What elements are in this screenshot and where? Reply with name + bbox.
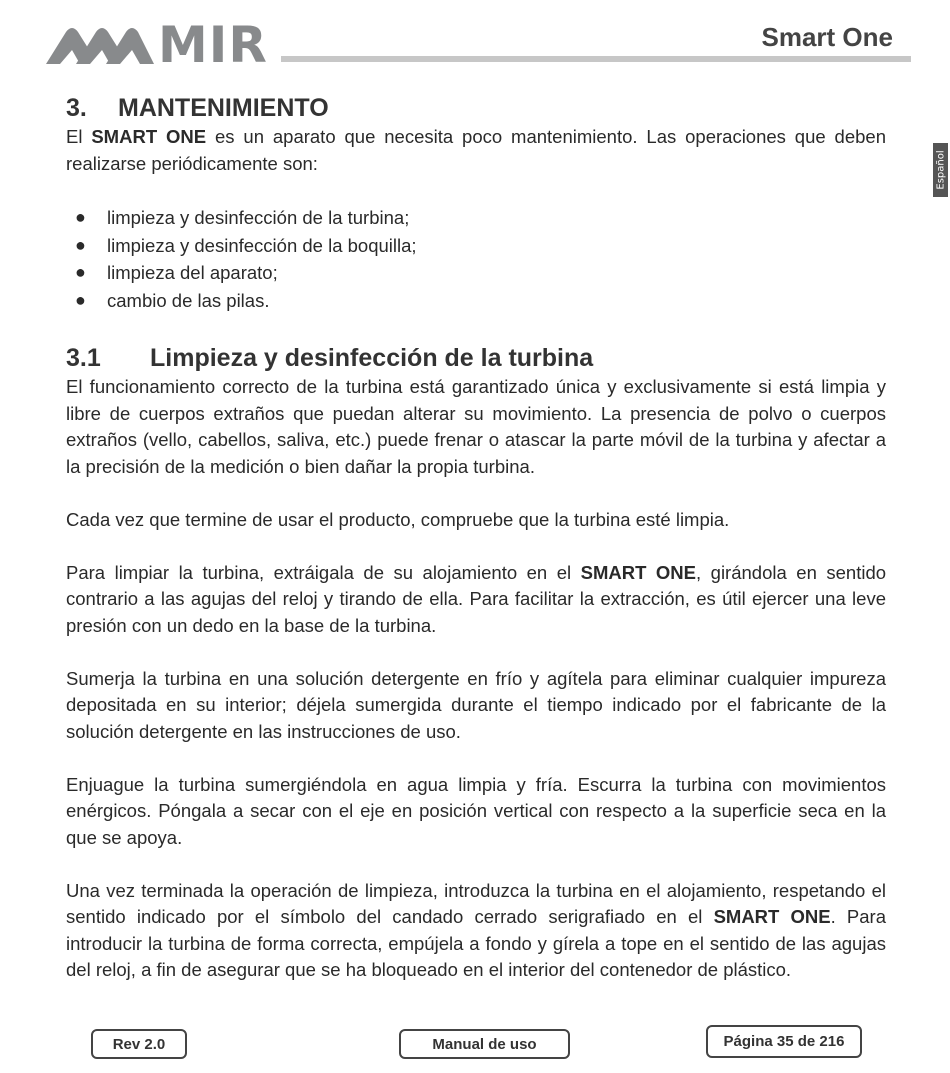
footer-revision: Rev 2.0 — [91, 1029, 187, 1059]
bullet-icon: ● — [75, 234, 86, 255]
p3-text-post: , girándola en sentido contrario a las agujas del reloj y tirando de ella. Para facilitar la extracción, es útil ejercer una leve presión con un dedo en la base de la turbina. — [66, 561, 887, 636]
subsection-number: 3.1 — [66, 344, 101, 372]
mir-logo — [46, 16, 281, 74]
section-title: MANTENIMIENTO — [118, 94, 329, 122]
paragraph-1: El funcionamiento correcto de la turbina está garantizado única y exclusivamente si está limpia y libre de cuerpos extraños que puedan alterar su movimiento. La presencia de polvo o cuerpos extraños (vello, cabellos, saliva, etc.) puede frenar o atascar la parte móvil de la turbina y afectar a la precisión de la medición o bien dañar la propia turbina. — [66, 376, 886, 477]
list-item-text: limpieza y desinfección de la boquilla; — [107, 234, 417, 256]
p6-text-post: . Para introducir la turbina de forma correcta, empújela a fondo y gírela a tope en el sentido de las agujas del reloj, a fin de asegurar que se ha bloqueado en el interior del contenedor de plástico. — [66, 906, 887, 980]
paragraph-3 — [66, 560, 886, 640]
intro-text-pre: El — [66, 126, 92, 147]
subsection-title: Limpieza y desinfección de la turbina — [150, 344, 594, 372]
section-intro — [66, 124, 886, 177]
maintenance-list — [66, 204, 886, 314]
list-item — [66, 204, 886, 232]
page-content — [66, 92, 886, 984]
list-item-text: cambio de las pilas. — [107, 289, 270, 311]
p6-text-pre: Una vez terminada la operación de limpieza, introduzca la turbina en el alojamiento, respetando el sentido indicado por el símbolo del candado cerrado serigrafiado en el — [66, 879, 886, 927]
list-item-text: limpieza del aparato; — [107, 262, 278, 283]
language-tab-label: Español — [935, 150, 946, 190]
paragraph-2: Cada vez que termine de usar el producto, compruebe que la turbina esté limpia. — [66, 508, 730, 530]
paragraph-4: Sumerja la turbina en una solución detergente en frío y agítela para eliminar cualquier impureza depositada en su interior; déjela sumergida durante el tiempo indicado por el fabricante de la solución detergente en las instrucciones de uso. — [66, 667, 886, 742]
bullet-icon: ● — [75, 289, 86, 310]
p6-product-name: SMART ONE — [713, 906, 831, 927]
paragraph-6 — [66, 878, 886, 984]
list-item — [66, 232, 886, 260]
footer-page-number: Página 35 de 216 — [706, 1025, 862, 1058]
subsection-heading — [66, 342, 886, 374]
product-name: Smart One — [761, 22, 893, 52]
mir-logo-mark-icon — [46, 18, 156, 68]
intro-product-name: SMART ONE — [91, 126, 207, 147]
p3-product-name: SMART ONE — [580, 561, 697, 583]
bullet-icon: ● — [75, 262, 86, 282]
language-tab — [933, 143, 948, 197]
section-number: 3. — [66, 94, 87, 122]
intro-text-post: es un aparato que necesita poco mantenimiento. Las operaciones que deben realizarse periódicamente son: — [66, 126, 887, 174]
paragraph-5: Enjuague la turbina sumergiéndola en agua limpia y fría. Escurra la turbina con movimientos enérgicos. Póngala a secar con el eje en posición vertical con respecto a la superficie seca en la que se apoya. — [66, 773, 886, 848]
list-item — [66, 259, 886, 287]
bullet-icon: ● — [75, 207, 86, 227]
list-item-text: limpieza y desinfección de la turbina; — [107, 207, 410, 228]
logo-text: MIR — [158, 16, 268, 74]
header-rule — [281, 56, 911, 62]
p3-text-pre: Para limpiar la turbina, extráigala de su alojamiento en el — [66, 561, 581, 583]
footer-manual-title: Manual de uso — [399, 1029, 570, 1059]
list-item — [66, 287, 886, 315]
section-heading — [66, 92, 886, 124]
